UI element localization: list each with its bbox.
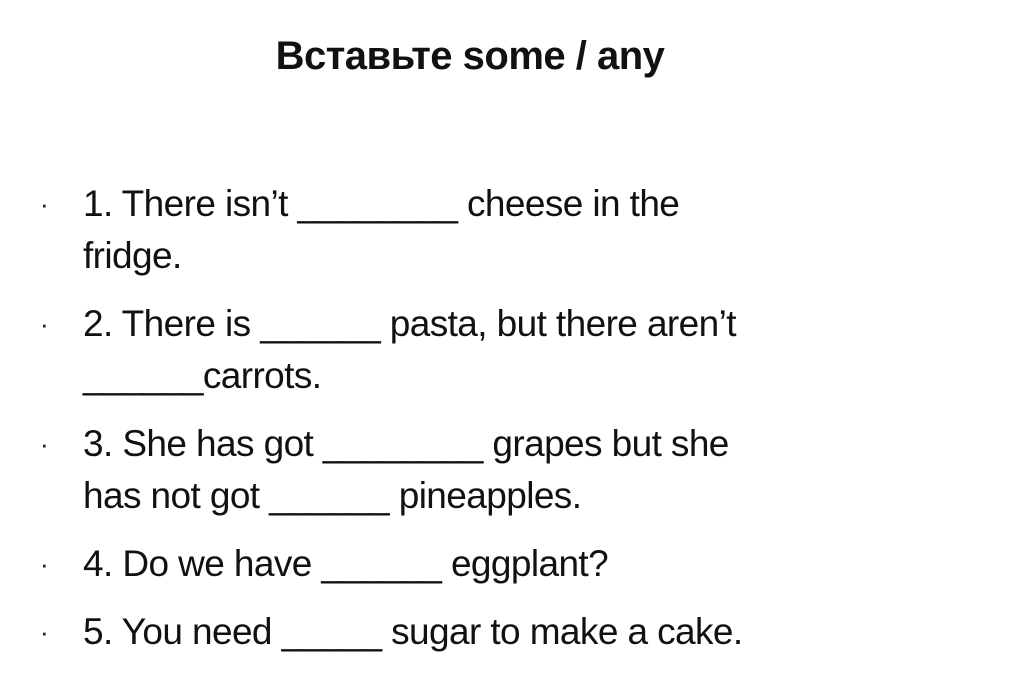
bullet-icon: · [40, 189, 49, 219]
exercise-item-4 [40, 538, 890, 590]
exercise-item-1 [40, 178, 890, 282]
exercise-text-line: has not got ______ pineapples. [83, 475, 582, 516]
bullet-icon: · [40, 549, 49, 579]
exercise-text-line: 3. She has got ________ grapes but she [83, 423, 729, 464]
exercise-item-3 [40, 418, 890, 522]
exercise-text-line: 1. There isn’t ________ cheese in the [83, 183, 680, 224]
exercise-text-line: 5. You need _____ sugar to make a cake. [83, 611, 743, 652]
worksheet-title: Вставьте some / any [275, 34, 665, 78]
exercise-text-line: 4. Do we have ______ eggplant? [83, 543, 609, 584]
exercise-list [40, 178, 890, 674]
bullet-icon: · [40, 309, 49, 339]
exercise-item-5 [40, 606, 890, 658]
exercise-text-line: ______carrots. [83, 355, 322, 396]
bullet-icon: · [40, 429, 49, 459]
exercise-text-line: fridge. [83, 235, 182, 276]
exercise-text-line: 2. There is ______ pasta, but there aren’t [83, 303, 736, 344]
bullet-icon: · [40, 617, 49, 647]
exercise-item-2 [40, 298, 890, 402]
